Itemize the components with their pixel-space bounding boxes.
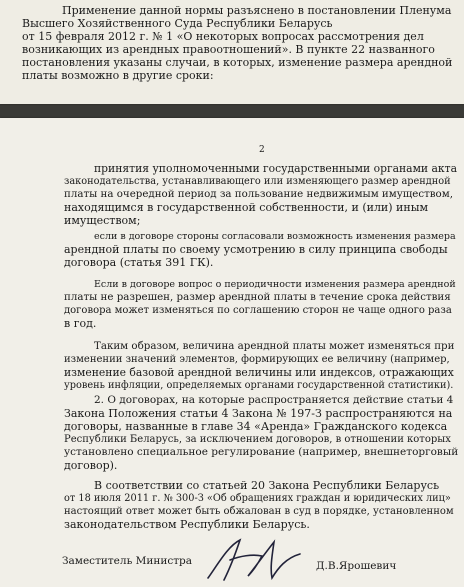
text-line: законодательством Республики Беларусь. xyxy=(64,518,310,531)
top-document-page xyxy=(0,0,464,104)
text-line: платы не разрешен, размер арендной платы в течение срока действия xyxy=(64,291,451,303)
handwritten-signature-icon xyxy=(200,534,310,584)
text-line: в год. xyxy=(64,317,97,330)
text-line: Республики Беларусь, за исключением договоров, в отношении которых xyxy=(64,434,451,445)
text-line: Применение данной нормы разъяснено в постановлении Пленума xyxy=(62,4,452,17)
text-line: настоящий ответ может быть обжалован в суд в порядке, установленном xyxy=(64,506,454,517)
text-line: от 15 февраля 2012 г. № 1 «О некоторых вопросах рассмотрения дел xyxy=(22,30,424,43)
text-line: Таким образом, величина арендной платы может изменяться при xyxy=(94,340,455,352)
text-line: находящимся в государственной собственности, и (или) иным xyxy=(64,201,429,214)
signer-name: Д.В.Ярошевич xyxy=(316,560,397,572)
text-line: Если в договоре вопрос о периодичности изменения размера арендной xyxy=(94,279,456,290)
text-line: платы на очередной период за пользование недвижимым имуществом, xyxy=(64,188,453,200)
text-line: Высшего Хозяйственного Суда Республики Беларусь xyxy=(22,17,333,30)
text-line: 2. О договорах, на которые распространяется действие статьи 4 xyxy=(94,394,454,406)
text-line: договора может изменяться по соглашению сторон не чаще одного раза xyxy=(64,305,452,316)
text-line: изменении значений элементов, формирующих ее величину (например, xyxy=(64,354,450,365)
text-line: договор). xyxy=(64,459,118,472)
text-line: если в договоре стороны согласовали возможность изменения размера xyxy=(94,231,456,242)
text-line: В соответствии со статьей 20 Закона Республики Беларусь xyxy=(94,479,440,492)
signer-position: Заместитель Министра xyxy=(62,555,193,567)
text-line: платы возможно в другие сроки: xyxy=(22,69,214,82)
text-line: изменение базовой арендной величины или индексов, отражающих xyxy=(64,366,454,379)
text-line: договора (статья 391 ГК). xyxy=(64,256,214,269)
text-line: законодательства, устанавливающего или изменяющего размер арендной xyxy=(64,176,451,187)
text-line: принятия уполномоченными государственными органами акта xyxy=(94,162,457,175)
page-number: 2 xyxy=(259,145,265,155)
text-line: возникающих из арендных правоотношений». В пункте 22 названного xyxy=(22,43,435,56)
text-line: от 18 июля 2011 г. № 300-З «Об обращениях граждан и юридических лиц» xyxy=(64,493,451,504)
text-line: постановления указаны случаи, в которых, изменение размера арендной xyxy=(22,56,453,69)
text-line: уровень инфляции, определяемых органами государственной статистики). xyxy=(64,380,454,391)
text-line: арендной платы по своему усмотрению в силу принципа свободы xyxy=(64,243,448,256)
bottom-document-page xyxy=(0,118,464,587)
text-line: установлено специальное регулирование (например, внешнеторговый xyxy=(64,446,459,458)
text-line: имуществом; xyxy=(64,214,141,227)
text-line: договоры, названные в главе 34 «Аренда» Гражданского кодекса xyxy=(64,420,448,433)
text-line: Закона Положения статьи 4 Закона № 197-З распространяются на xyxy=(64,407,453,420)
